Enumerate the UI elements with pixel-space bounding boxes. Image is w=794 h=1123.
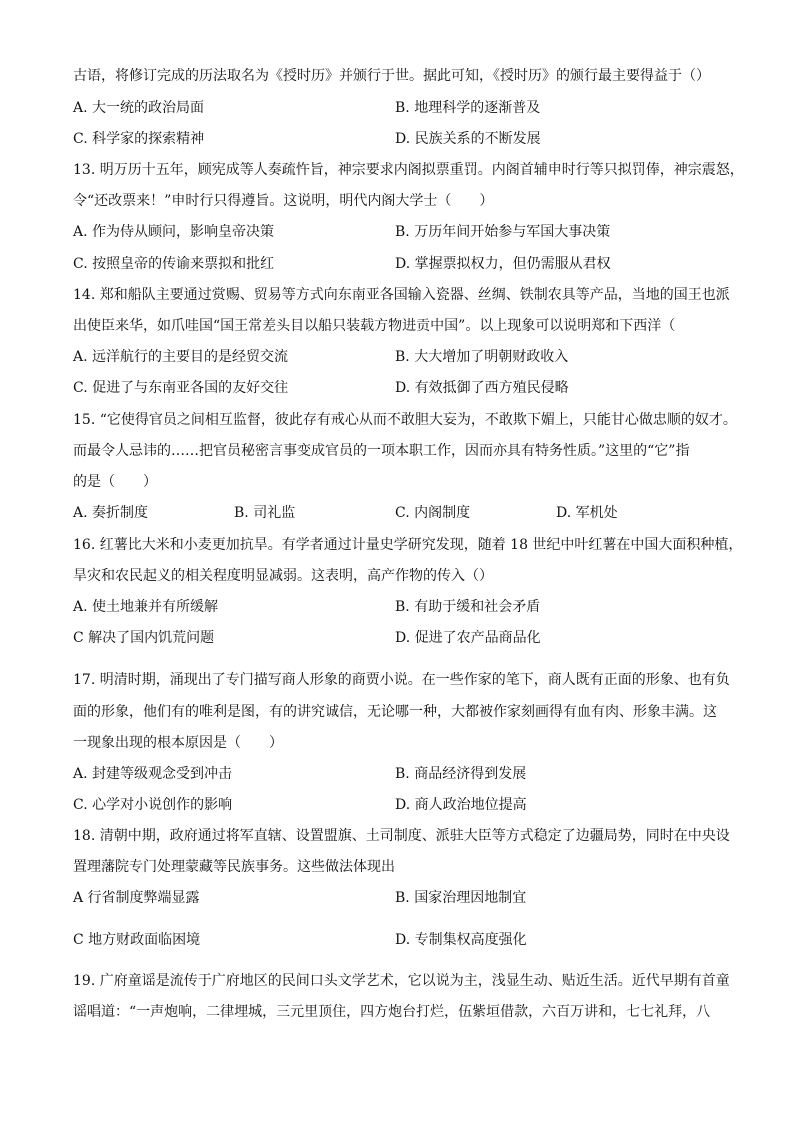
q13-option-b: B. 万历年间开始参与军国大事决策 [395, 224, 611, 240]
q14-option-d: D. 有效抵御了西方殖民侵略 [395, 380, 569, 396]
q15-stem-line1: 15. “它使得官员之间相互监督，彼此存有戒心从而不敢胆大妄为，不敢欺下媚上，只能甘心做忠顺的奴才。 [73, 412, 737, 428]
q15-stem-line2: 而最令人忌讳的……把官员秘密言事变成官员的一项本职工作，因而亦具有特务性质。”这里的“它”指 [73, 443, 690, 459]
q13-option-a: A. 作为侍从顾问，影响皇帝决策 [73, 224, 275, 240]
q15-option-a: A. 奏折制度 [73, 505, 149, 521]
q16-option-c: C 解决了国内饥荒问题 [73, 630, 215, 646]
q17-option-b: B. 商品经济得到发展 [395, 766, 527, 782]
q16-option-d: D. 促进了农产品商品化 [395, 630, 541, 646]
q17-option-a: A. 封建等级观念受到冲击 [73, 766, 233, 782]
q16-option-a: A. 使土地兼并有所缓解 [73, 599, 219, 615]
q16-stem-line2: 旱灾和农民起义的相关程度明显减弱。这表明，高产作物的传入（） [73, 568, 493, 584]
q18-option-c: C 地方财政面临困境 [73, 932, 201, 948]
q13-stem-line1: 13. 明万历十五年，顾宪成等人奏疏忤旨，神宗要求内阁拟票重罚。内阁首辅申时行等只拟罚俸，神宗震怒， [73, 162, 744, 178]
q14-option-b: B. 大大增加了明朝财政收入 [395, 349, 569, 365]
q15-stem-line3: 的是（ ） [73, 474, 157, 490]
q17-stem-line3: 一现象出现的根本原因是（ ） [73, 735, 283, 751]
q15-option-d: D. 军机处 [556, 505, 618, 521]
q18-stem-line2: 置理藩院专门处理蒙藏等民族事务。这些做法体现出 [73, 859, 395, 875]
q12-option-a: A. 大一统的政治局面 [73, 100, 205, 116]
q19-stem-line1: 19. 广府童谣是流传于广府地区的民间口头文学艺术，它以说为主，浅显生动、贴近生活。近代早期有首童 [73, 973, 730, 989]
q17-stem-line2: 面的形象，他们有的唯利是图，有的讲究诚信，无论哪一种，大都被作家刻画得有血有肉、形象丰满。这 [73, 704, 717, 720]
q17-stem-line1: 17. 明清时期，涌现出了专门描写商人形象的商贾小说。在一些作家的笔下，商人既有正面的形象、也有负 [73, 672, 730, 688]
q18-stem-line1: 18. 清朝中期，政府通过将军直辖、设置盟旗、土司制度、派驻大臣等方式稳定了边疆局势，同时在中央设 [73, 828, 730, 844]
q13-stem-line2: 令“还改票来！”申时行只得遵旨。这说明，明代内阁大学士（ ） [73, 193, 494, 209]
q17-option-c: C. 心学对小说创作的影响 [73, 797, 233, 813]
q16-stem-line1: 16. 红薯比大米和小麦更加抗旱。有学者通过计量史学研究发现，随着 18 世纪中叶红薯在中国大面积种植， [73, 537, 743, 553]
q12-option-c: C. 科学家的探索精神 [73, 131, 205, 147]
q13-option-d: D. 掌握票拟权力，但仍需服从君权 [395, 256, 611, 272]
q14-option-a: A. 远洋航行的主要目的是经贸交流 [73, 349, 289, 365]
q18-option-b: B. 国家治理因地制宜 [395, 890, 527, 906]
q13-option-c: C. 按照皇帝的传谕来票拟和批红 [73, 256, 275, 272]
q14-stem-line2: 出使臣来华，如爪哇国“国王常差头目以船只装载方物进贡中国”。以上现象可以说明郑和下西洋（ [73, 318, 676, 334]
q17-option-d: D. 商人政治地位提高 [395, 797, 527, 813]
q12-stem-tail: 古语，将修订完成的历法取名为《授时历》并颁行于世。据此可知，《授时历》的颁行最主要得益于（） [73, 68, 710, 84]
q12-option-d: D. 民族关系的不断发展 [395, 131, 541, 147]
q15-option-c: C. 内阁制度 [395, 505, 471, 521]
q14-stem-line1: 14. 郑和船队主要通过赏赐、贸易等方式向东南亚各国输入瓷器、丝绸、铁制农具等产品，当地的国王也派 [73, 287, 730, 303]
q15-option-b: B. 司礼监 [234, 505, 296, 521]
q14-option-c: C. 促进了与东南亚各国的友好交往 [73, 380, 289, 396]
q18-option-a: A 行省制度弊端显露 [73, 890, 200, 906]
q12-option-b: B. 地理科学的逐渐普及 [395, 100, 541, 116]
q16-option-b: B. 有助于缓和社会矛盾 [395, 599, 541, 615]
q19-stem-line2: 谣唱道：“一声炮响，二律埋城，三元里顶住，四方炮台打烂，伍紫垣借款，六百万讲和，七七礼拜，八 [73, 1004, 711, 1020]
q18-option-d: D. 专制集权高度强化 [395, 932, 527, 948]
